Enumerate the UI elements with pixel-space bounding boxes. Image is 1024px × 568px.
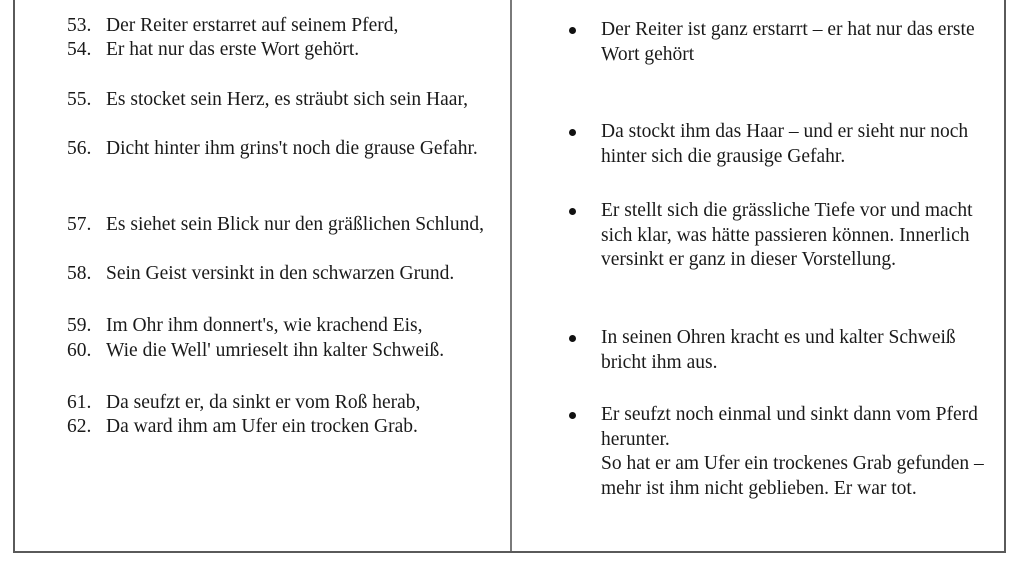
bullet-icon: [567, 403, 601, 501]
verse-number: 57.: [67, 214, 92, 235]
paraphrase-text: Der Reiter ist ganz erstarrt – er hat nur das erste Wort gehört: [601, 19, 975, 65]
verse-text: Es siehet sein Blick nur den gräßlichen Schlund,: [106, 214, 485, 235]
verse-text: Er hat nur das erste Wort gehört.: [106, 39, 360, 60]
original-verses-column: [15, 0, 510, 551]
verse-number: 56.: [67, 138, 92, 159]
verse-line: [67, 137, 487, 162]
verse-line: [67, 14, 487, 39]
paraphrase-text-group: [601, 403, 987, 501]
verse-number: 58.: [67, 263, 92, 284]
verse-number: 53.: [67, 15, 92, 36]
verse-number: 55.: [67, 89, 92, 110]
verse-text: Im Ohr ihm donnert's, wie krachend Eis,: [106, 315, 423, 336]
bullet-icon: [567, 120, 601, 169]
paraphrase-text: Er seufzt noch einmal und sinkt dann vom Pferd herunter.: [601, 404, 978, 450]
paraphrase-text: In seinen Ohren kracht es und kalter Schweiß bricht ihm aus.: [601, 327, 956, 373]
verse-number: 54.: [67, 39, 92, 60]
verse-line: [67, 88, 487, 113]
verse-line: [67, 391, 487, 416]
verse-text: Es stocket sein Herz, es sträubt sich sein Haar,: [106, 89, 469, 110]
paraphrase-bullet: [567, 120, 987, 169]
verse-line: [67, 314, 487, 339]
paraphrase-bullet: [567, 403, 987, 501]
verse-text: Da ward ihm am Ufer ein trocken Grab.: [106, 416, 418, 437]
verse-text: Sein Geist versinkt in den schwarzen Grund.: [106, 263, 455, 284]
bullet-icon: [567, 326, 601, 375]
verse-number: 60.: [67, 340, 92, 361]
paraphrase-text: Er stellt sich die grässliche Tiefe vor und macht sich klar, was hätte passieren können. Innerlich versinkt er ganz in dieser Vorstellung.: [601, 200, 973, 270]
paraphrase-column: [512, 0, 1006, 551]
paraphrase-text: Da stockt ihm das Haar – und er sieht nur noch hinter sich die grausige Gefahr.: [601, 121, 969, 167]
verse-number: 62.: [67, 416, 92, 437]
paraphrase-bullet: [567, 18, 987, 67]
verse-text: Da seufzt er, da sinkt er vom Roß herab,: [106, 392, 421, 413]
verse-number: 59.: [67, 315, 92, 336]
bullet-icon: [567, 18, 601, 67]
verse-text: Dicht hinter ihm grins't noch die grause Gefahr.: [106, 138, 478, 159]
paraphrase-text-continued: So hat er am Ufer ein trockenes Grab gefunden – mehr ist ihm nicht geblieben. Er war tot.: [601, 453, 984, 499]
verse-number: 61.: [67, 392, 92, 413]
poem-comparison-table: [13, 0, 1006, 553]
bullet-icon: [567, 199, 601, 273]
paraphrase-bullet: [567, 326, 987, 375]
verse-line: [67, 38, 487, 63]
verse-line: [67, 213, 487, 238]
verse-line: [67, 415, 487, 440]
verse-line: [67, 339, 487, 364]
verse-text: Der Reiter erstarret auf seinem Pferd,: [106, 15, 399, 36]
verse-line: [67, 262, 487, 287]
paraphrase-bullet: [567, 199, 987, 273]
verse-text: Wie die Well' umrieselt ihn kalter Schweiß.: [106, 340, 445, 361]
